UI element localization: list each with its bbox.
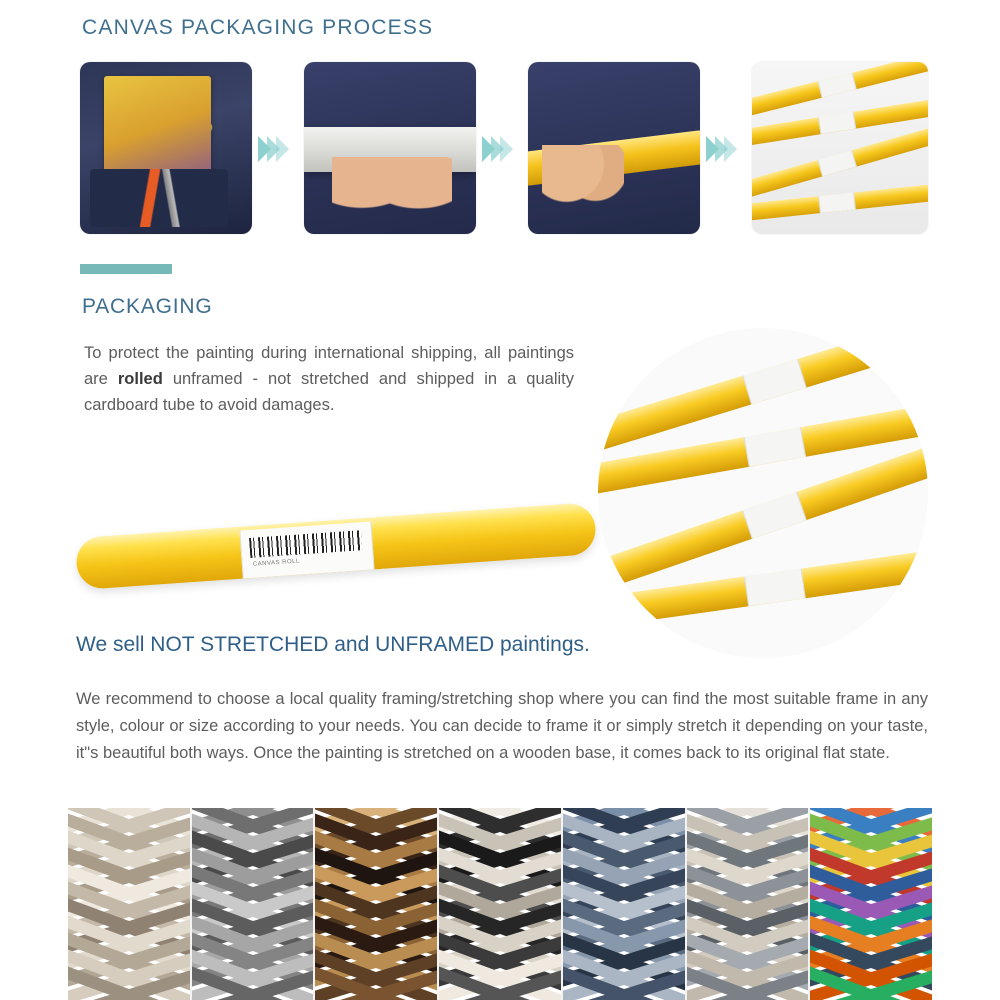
tube-barcode-label [239, 521, 374, 578]
process-step-3-photo [528, 62, 700, 234]
frame-column-2 [192, 808, 316, 1000]
process-section-title: CANVAS PACKAGING PROCESS [82, 16, 434, 39]
recommendation-body-text: We recommend to choose a local quality framing/stretching shop where you can find the most suitable frame in any style, colour or size according to your needs. You can decide to frame it or simply stretch it depending on your taste, it"s beautiful both ways. Once the painting is stretched on a wooden base, it comes back to its original flat state. [76, 690, 928, 762]
packaging-body-emphasis: rolled [117, 370, 163, 388]
artwork-cut-photo [80, 62, 252, 234]
frame-column-3 [315, 808, 439, 1000]
barcode-icon [249, 530, 362, 558]
packaging-body-text [84, 340, 574, 418]
frame-column-1 [68, 808, 192, 1000]
frame-column-7 [810, 808, 932, 1000]
tube-label-text: CANVAS ROLL [252, 558, 301, 568]
tube-bundle-photo [752, 62, 928, 234]
process-step-2-photo [304, 62, 476, 234]
wrapping-photo [304, 62, 476, 234]
frame-column-6 [687, 808, 811, 1000]
sell-heading: We sell NOT STRETCHED and UNFRAMED paintings. [76, 633, 590, 656]
process-step-4-photo [752, 62, 928, 234]
frame-column-5 [563, 808, 687, 1000]
process-step-1-photo [80, 62, 252, 234]
frame-column-4 [439, 808, 563, 1000]
packaging-body-part1: To protect the painting during international shipping, all paintings are [84, 344, 574, 388]
process-step-strip [80, 62, 920, 237]
tube-closeup-circle-photo [598, 328, 928, 658]
frame-samples-strip [68, 808, 932, 1000]
section-divider-bar [80, 264, 172, 274]
process-arrow-3-icon [706, 134, 746, 164]
rolled-canvas-tube-photo [76, 502, 596, 598]
tube-insert-photo [528, 62, 700, 234]
packaging-body-part2: unframed - not stretched and shipped in a quality cardboard tube to avoid damages. [84, 370, 575, 414]
packaging-section-title: PACKAGING [82, 295, 213, 318]
process-arrow-1-icon [258, 134, 298, 164]
process-arrow-2-icon [482, 134, 522, 164]
